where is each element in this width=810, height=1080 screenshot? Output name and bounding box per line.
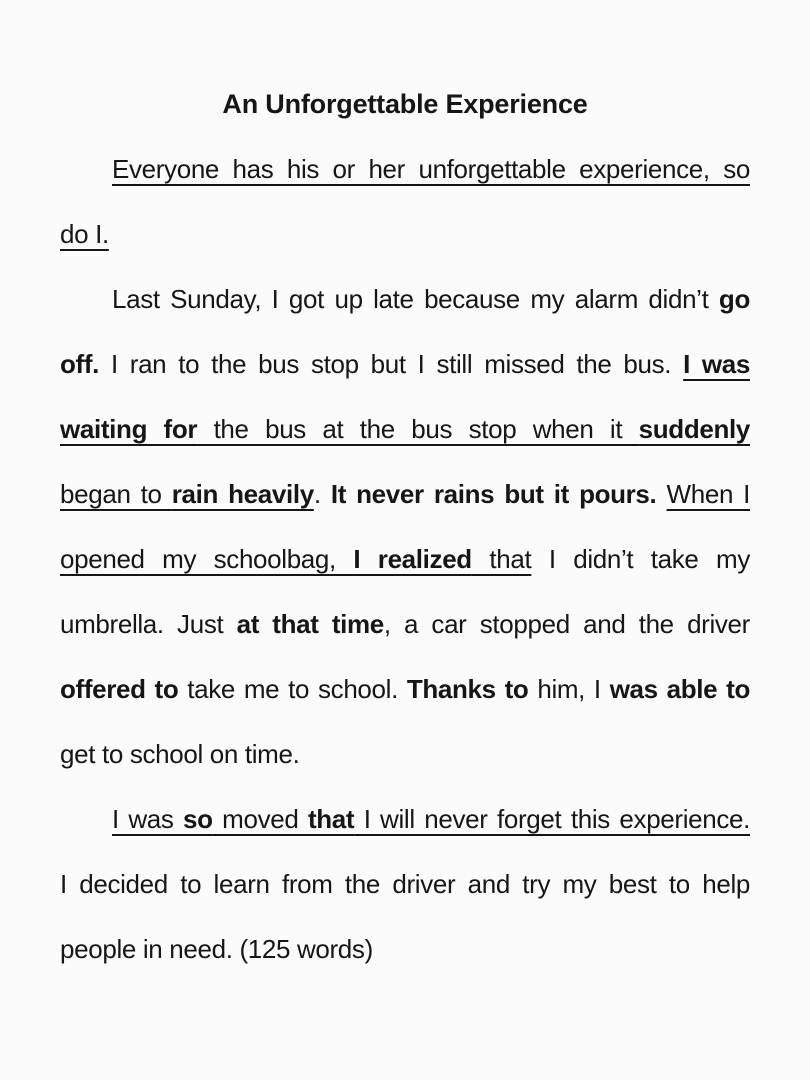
text-segment: get to school on time.: [60, 739, 300, 769]
text-segment: off.: [60, 349, 100, 379]
text-segment: I didn’t take my: [531, 544, 750, 574]
text-segment: [656, 479, 666, 509]
text-line: [60, 787, 750, 852]
text-line: [60, 657, 750, 722]
document-body: [60, 137, 750, 982]
text-segment: .: [313, 479, 331, 509]
text-segment: Thanks to: [406, 674, 529, 704]
text-segment: that: [471, 544, 532, 574]
text-segment: offered to: [60, 674, 179, 704]
text-segment: at that time: [236, 609, 384, 639]
text-line: [60, 722, 750, 787]
text-segment: rain heavily: [171, 479, 314, 509]
text-segment: I was: [112, 804, 184, 834]
text-segment: go: [718, 284, 750, 314]
text-segment: Last Sunday, I got up late because my alarm didn’t: [112, 284, 719, 314]
text-line: [60, 137, 750, 202]
text-segment: him, I: [528, 674, 610, 704]
text-line: [60, 267, 750, 332]
text-segment: do I.: [60, 219, 109, 249]
text-segment: waiting for: [60, 414, 198, 444]
text-segment: opened my schoolbag,: [60, 544, 354, 574]
text-segment: I ran to the bus stop but I still missed the bus.: [99, 349, 684, 379]
text-line: [60, 592, 750, 657]
text-segment: I decided to learn from the driver and try my best to help: [60, 869, 750, 899]
text-segment: moved: [212, 804, 308, 834]
text-line: [60, 527, 750, 592]
text-segment: It never rains but it pours.: [330, 479, 657, 509]
text-segment: I was: [683, 349, 750, 379]
essay-title: An Unforgettable Experience: [222, 89, 588, 119]
text-line: [60, 332, 750, 397]
text-line: [60, 202, 750, 267]
text-segment: take me to school.: [178, 674, 407, 704]
text-segment: suddenly: [638, 414, 750, 444]
text-segment: was able to: [609, 674, 750, 704]
text-line: [60, 397, 750, 462]
text-segment: the bus at the bus stop when it: [197, 414, 639, 444]
text-segment: so: [183, 804, 213, 834]
text-line: [60, 462, 750, 527]
text-segment: began to: [60, 479, 172, 509]
text-segment: Everyone has his or her unforgettable experience, so: [112, 154, 750, 184]
text-line: [60, 917, 750, 982]
text-segment: umbrella. Just: [60, 609, 237, 639]
text-segment: people in need. (125 words): [60, 934, 373, 964]
text-segment: When I: [666, 479, 750, 509]
text-segment: , a car stopped and the driver: [383, 609, 750, 639]
text-segment: I realized: [353, 544, 472, 574]
text-line: [60, 852, 750, 917]
text-segment: that: [307, 804, 355, 834]
text-segment: I will never forget this experience.: [354, 804, 750, 834]
